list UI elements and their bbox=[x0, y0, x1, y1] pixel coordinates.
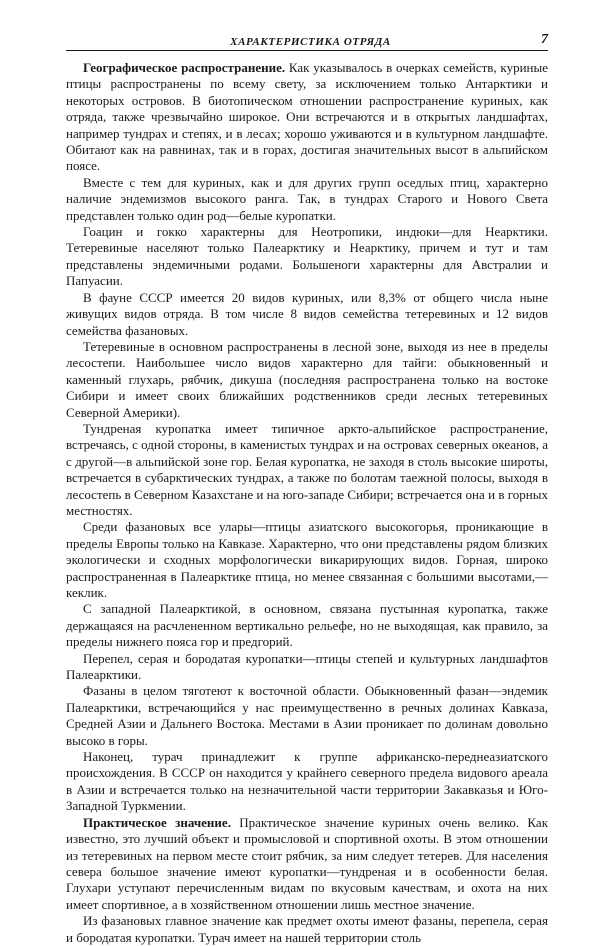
paragraph-text: Гоацин и гокко характерны для Неотропики, индюки—для Неарктики. Тетеревиные населяют только Палеарктику и Неарктику, причем и тут и там представлены эндемичными родами. Большеноги характерны для Австралии и Папуасии. bbox=[66, 224, 548, 289]
paragraph bbox=[66, 290, 548, 339]
paragraph bbox=[66, 519, 548, 601]
running-title: ХАРАКТЕРИСТИКА ОТРЯДА bbox=[230, 36, 391, 48]
page-number: 7 bbox=[541, 32, 548, 47]
paragraph bbox=[66, 651, 548, 684]
section-heading: Практическое значение. bbox=[83, 814, 231, 830]
paragraph bbox=[66, 683, 548, 749]
paragraph-text: Наконец, турач принадлежит к группе африканско-переднеазиатского происхождения. В СССР он находится у крайнего северного предела видового ареала в Азии и встречается только на незначительной части территории Закавказья и Юго-Западной Туркмении. bbox=[66, 749, 548, 814]
paragraph-text: Практическое значение куриных очень велико. Как известно, это лучший объект и промысловой и спортивной охоты. В этом отношении из тетеревиных на первом месте стоит рябчик, за ним следует тетерев. Для населения севера большое значение имеют куропатки—тундреная и в особенности белая. Глухари уступают перечисленным видам по вкусовым качествам, и охота на них имеет спортивное, а в хозяйственном отношении лишь местное значение. bbox=[66, 814, 549, 912]
paragraph-text: В фауне СССР имеется 20 видов куриных, или 8,3% от общего числа ныне живущих видов отряда. В том числе 8 видов семейства тетеревиных и 12 видов семейства фазановых. bbox=[66, 289, 548, 338]
paragraph-text: Перепел, серая и бородатая куропатки—птицы степей и культурных ландшафтов Палеарктики. bbox=[66, 650, 548, 683]
paragraph bbox=[66, 339, 548, 421]
paragraph-text: Среди фазановых все улары—птицы азиатского высокогорья, проникающие в пределы Европы только на Кавказе. Характерно, что они представлены рядом близких экологически и сходных морфологически викарирующих видов. Горная, широко распространенная в Палеарктике птица, но менее связанная с большими высотами,—кеклик. bbox=[66, 519, 548, 600]
paragraph-text: Тетеревиные в основном распространены в лесной зоне, выходя из нее в пределы лесостепи. Наибольшее число видов характерно для тайги: обыкновенный и каменный глухарь, рябчик, дикуша (последняя распространена только на востоке Сибири и имеет своих ближайших родственников среди лесных тетеревиных Северной Америки). bbox=[66, 338, 548, 420]
paragraph-text: С западной Палеарктикой, в основном, связана пустынная куропатка, также держащаяся на расчлененном вертикально рельефе, но не выходящая, как правило, за пределы нижнего пояса гор и предгорий. bbox=[66, 601, 548, 650]
paragraph-text: Вместе с тем для куриных, как и для других групп оседлых птиц, характерно наличие эндемизмов высокого ранга. Так, в тундрах Старого и Нового Света представлен только один род—белые куропатки. bbox=[66, 174, 548, 223]
paragraph-text: Тундреная куропатка имеет типичное аркто-альпийское распространение, встречаясь, с одной стороны, в каменистых тундрах и на островах северных океанов, а с другой—в альпийской зоне гор. Белая куропатка, не заходя в столь высокие широты, встречается в субарктических тундрах, а также по болотам таежной полосы, выходя в лесостепь в Северном Казахстане и на юго-западе Сибири; встречается она и в горных местностях. bbox=[66, 420, 548, 518]
paragraph bbox=[66, 175, 548, 224]
paragraph bbox=[66, 749, 548, 815]
paragraph bbox=[66, 421, 548, 519]
paragraph-text: Как указывалось в очерках семейств, куриные птицы распространены по всему свету, за исключением только Антарктики и некоторых островов. В биотопическом отношении распространение куриных, как отряда, также чрезвычайно широкое. Они встречаются и в открытых ландшафтах, например тундрах и степях, и в лесах; хорошо уживаются и в культурном ландшафте. Обитают как на равнинах, так и в горах, достигая значительных высот в альпийском поясе. bbox=[66, 60, 548, 174]
paragraph bbox=[66, 224, 548, 290]
paragraph bbox=[66, 913, 548, 946]
paragraph bbox=[66, 601, 548, 650]
section-heading: Географическое распространение. bbox=[83, 60, 286, 75]
paragraph bbox=[66, 815, 548, 913]
body-text bbox=[66, 60, 548, 946]
paragraph-text: Из фазановых главное значение как предмет охоты имеют фазаны, перепела, серая и бородатая куропатки. Турач имеет на нашей территории столь bbox=[66, 913, 548, 945]
page-header bbox=[66, 32, 548, 51]
paragraph-text: Фазаны в целом тяготеют к восточной области. Обыкновенный фазан—эндемик Палеарктики, встречающийся у нас преимущественно в речных долинах Кавказа, Средней Азии и Дальнего Востока. Местами в Азии проникает по долинам довольно высоко в горы. bbox=[66, 683, 548, 748]
paragraph bbox=[66, 60, 548, 175]
